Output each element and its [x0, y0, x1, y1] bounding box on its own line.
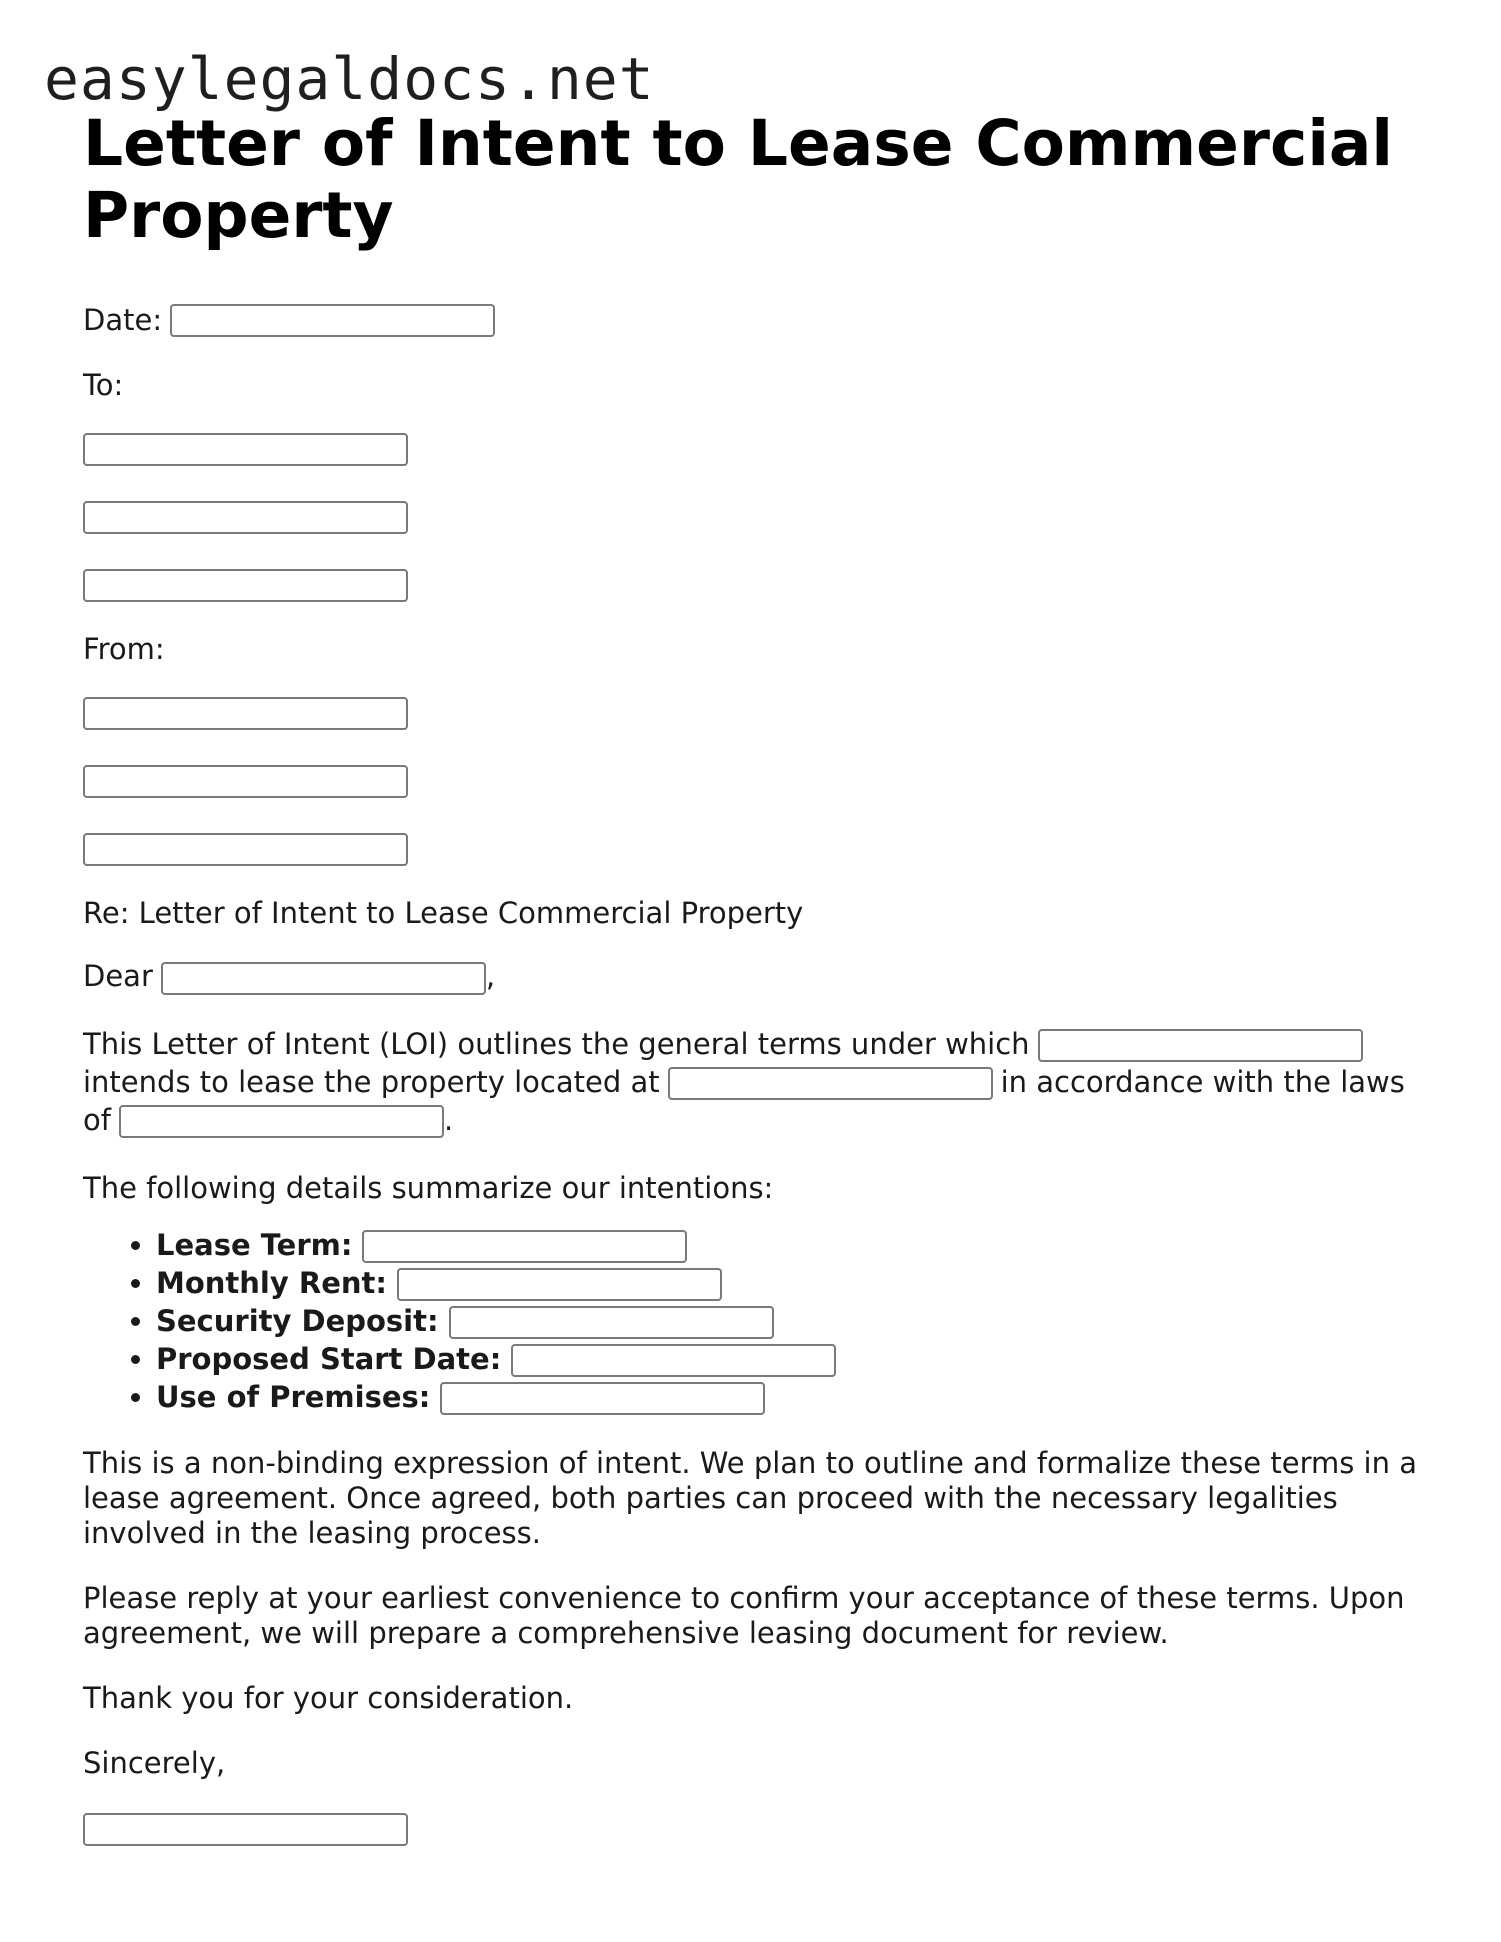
- date-field[interactable]: [170, 304, 495, 337]
- recipient-city-field[interactable]: [83, 569, 408, 602]
- start-date-field[interactable]: [511, 1344, 836, 1377]
- use-of-premises-field[interactable]: [440, 1382, 765, 1415]
- reply-paragraph: Please reply at your earliest convenience to confirm your acceptance of these terms. Upon agreement, we will prepare a comprehensive leasing document for review.: [83, 1580, 1405, 1650]
- salutation: [83, 959, 1423, 995]
- sender-address-field[interactable]: [83, 765, 408, 798]
- monthly-rent-field[interactable]: [397, 1268, 722, 1301]
- list-item: [156, 1302, 1423, 1340]
- recipient-address-field[interactable]: [83, 501, 408, 534]
- page-title: Letter of Intent to Lease Commercial Property: [83, 107, 1394, 252]
- sender-name-field[interactable]: [83, 697, 408, 730]
- signature-name-field[interactable]: [83, 1813, 408, 1846]
- recipient-name-field[interactable]: [83, 433, 408, 466]
- details-intro: The following details summarize our intentions:: [83, 1170, 774, 1205]
- recipient-fields: [83, 433, 1423, 602]
- nonbinding-paragraph: This is a non-binding expression of intent. We plan to outline and formalize these terms in a lease agreement. Once agreed, both parties can proceed with the necessary legalities involved in the leasing process.: [83, 1445, 1417, 1550]
- to-label: To:: [83, 368, 124, 402]
- start-date-label: Proposed Start Date:: [156, 1341, 502, 1376]
- loi-text-2: intends to lease the property located at: [83, 1064, 660, 1099]
- list-item: [156, 1226, 1423, 1264]
- closing-line: Sincerely,: [83, 1745, 226, 1780]
- monthly-rent-label: Monthly Rent:: [156, 1265, 387, 1300]
- subject-line: Re: Letter of Intent to Lease Commercial Property: [83, 896, 804, 930]
- loi-text-4: .: [443, 1102, 454, 1137]
- date-row: [83, 300, 1423, 340]
- salutation-name-field[interactable]: [161, 962, 486, 995]
- tenant-name-field[interactable]: [1038, 1029, 1363, 1062]
- lease-term-label: Lease Term:: [156, 1227, 353, 1262]
- from-label: From:: [83, 632, 165, 666]
- sender-fields: [83, 697, 1423, 866]
- terms-list: [83, 1226, 1423, 1416]
- governing-law-field[interactable]: [119, 1105, 444, 1138]
- lease-term-field[interactable]: [362, 1230, 687, 1263]
- list-item: [156, 1264, 1423, 1302]
- site-watermark: easylegaldocs.net: [44, 45, 655, 113]
- loi-text-3: in accordance with the laws of: [83, 1064, 1405, 1137]
- list-item: [156, 1378, 1423, 1416]
- use-of-premises-label: Use of Premises:: [156, 1379, 431, 1414]
- loi-paragraph: [83, 1025, 1423, 1139]
- security-deposit-label: Security Deposit:: [156, 1303, 439, 1338]
- date-label: Date:: [83, 302, 163, 337]
- dear-label: Dear: [83, 959, 153, 993]
- sender-city-field[interactable]: [83, 833, 408, 866]
- dear-comma: ,: [485, 959, 496, 993]
- letter-document: [83, 108, 1423, 1846]
- thanks-line: Thank you for your consideration.: [83, 1680, 574, 1715]
- property-address-field[interactable]: [668, 1067, 993, 1100]
- security-deposit-field[interactable]: [449, 1306, 774, 1339]
- loi-text-1: This Letter of Intent (LOI) outlines the general terms under which: [83, 1026, 1030, 1061]
- list-item: [156, 1340, 1423, 1378]
